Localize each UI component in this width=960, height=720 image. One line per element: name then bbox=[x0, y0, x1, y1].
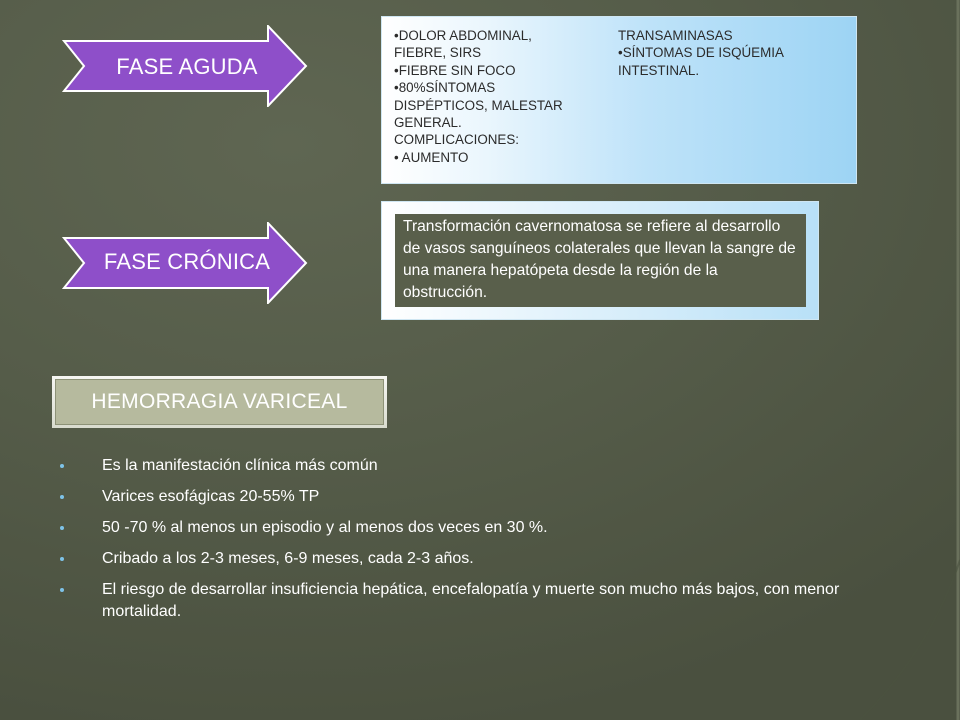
acute-detail-line: INTESTINAL. bbox=[618, 62, 700, 78]
hemorrhage-title: HEMORRAGIA VARICEAL bbox=[55, 379, 384, 425]
bullet-icon bbox=[60, 588, 64, 592]
list-item bbox=[60, 579, 840, 623]
acute-detail-line: DISPÉPTICOS, MALESTAR bbox=[394, 97, 563, 113]
acute-phase-details bbox=[381, 16, 857, 184]
acute-detail-line: •FIEBRE SIN FOCO bbox=[394, 62, 516, 78]
list-item-text: 50 -70 % al menos un episodio y al menos dos veces en 30 %. bbox=[102, 519, 548, 536]
bullet-icon bbox=[60, 557, 64, 561]
list-item bbox=[60, 548, 840, 570]
bullet-icon bbox=[60, 464, 64, 468]
bullet-icon bbox=[60, 495, 64, 499]
acute-detail-line: FIEBRE, SIRS bbox=[394, 45, 482, 61]
acute-phase-label: FASE AGUDA bbox=[116, 54, 258, 79]
acute-details-right-column bbox=[618, 27, 848, 177]
acute-detail-line: • AUMENTO bbox=[394, 149, 469, 165]
list-item-text: Es la manifestación clínica más común bbox=[102, 457, 378, 474]
list-item bbox=[60, 486, 840, 508]
list-item-text: Varices esofágicas 20-55% TP bbox=[102, 488, 320, 505]
list-item-text: Cribado a los 2-3 meses, 6-9 meses, cada 2-3 años. bbox=[102, 550, 474, 567]
list-item bbox=[60, 455, 840, 477]
acute-detail-line: •DOLOR ABDOMINAL, bbox=[394, 28, 532, 43]
chronic-phase-description: Transformación cavernomatosa se refiere al desarrollo de vasos sanguíneos colaterales que llevan la sangre de una manera hepatópeta desde la región de la obstrucción. bbox=[395, 214, 806, 307]
list-item-text: El riesgo de desarrollar insuficiencia hepática, encefalopatía y muerte son mucho más bajos, con menor mortalidad. bbox=[102, 581, 840, 620]
arrow-chronic-phase bbox=[62, 222, 312, 302]
hemorrhage-bullet-list bbox=[60, 455, 840, 632]
hemorrhage-title-box bbox=[52, 376, 387, 428]
list-item bbox=[60, 517, 840, 539]
acute-detail-line: COMPLICACIONES: bbox=[394, 132, 520, 148]
acute-detail-line: TRANSAMINASAS bbox=[618, 28, 733, 43]
arrow-acute-phase bbox=[62, 25, 312, 105]
acute-details-left-column bbox=[394, 27, 604, 177]
acute-detail-line: •80%SÍNTOMAS bbox=[394, 80, 496, 96]
chronic-phase-label: FASE CRÓNICA bbox=[103, 249, 271, 274]
acute-detail-line: •SÍNTOMAS DE ISQÚEMIA bbox=[618, 45, 784, 61]
bullet-icon bbox=[60, 526, 64, 530]
acute-detail-line: GENERAL. bbox=[394, 115, 462, 131]
